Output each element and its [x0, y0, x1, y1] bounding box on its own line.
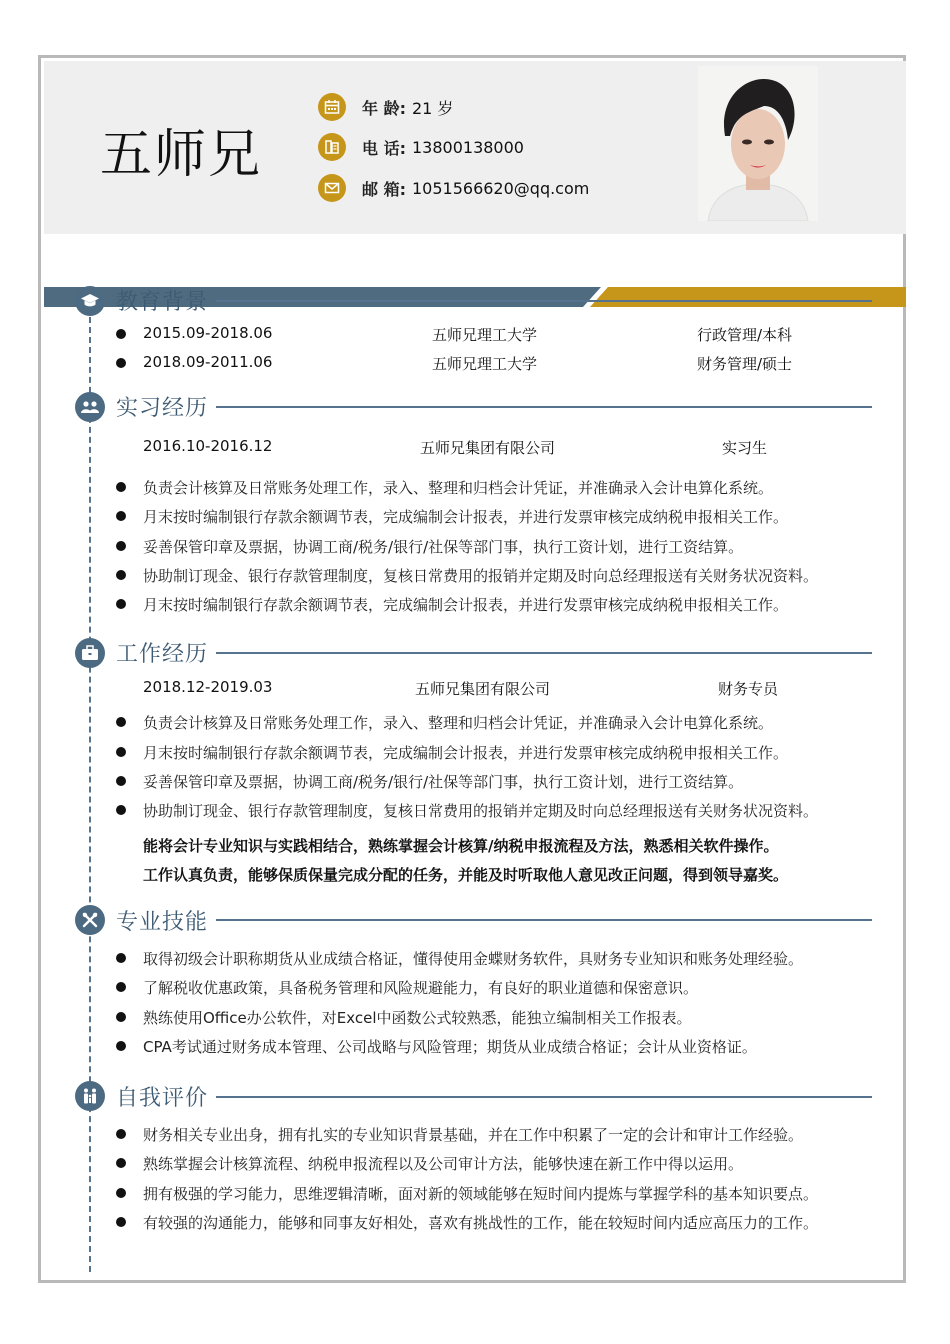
people-icon	[75, 392, 105, 422]
work-period: 2018.12-2019.03	[143, 678, 273, 696]
education-divider	[216, 300, 872, 302]
phone-icon	[318, 133, 346, 161]
list-item	[116, 947, 803, 969]
list-item-text: CPA考试通过财务成本管理、公司战略与风险管理；期货从业成绩合格证；会计从业资格证。	[143, 1037, 757, 1056]
bullet-dot	[116, 1041, 126, 1051]
bullet-dot	[116, 1129, 126, 1139]
bullet-dot	[116, 1158, 126, 1168]
education-title: 教育背景	[116, 290, 209, 315]
list-item	[116, 1123, 803, 1145]
list-item	[116, 1211, 818, 1233]
list-item	[116, 1182, 818, 1204]
work-company: 五师兄集团有限公司	[415, 680, 551, 698]
skills-title: 专业技能	[116, 910, 209, 935]
graduation-cap-icon	[75, 286, 105, 316]
timeline-line	[89, 297, 91, 1272]
age-label: 年 龄:	[362, 98, 406, 118]
list-item	[116, 1006, 692, 1028]
bullet-dot	[116, 1188, 126, 1198]
list-item	[116, 799, 818, 821]
list-item-text: 财务相关专业出身，拥有扎实的专业知识背景基础，并在工作中积累了一定的会计和审计工作经验。	[143, 1125, 804, 1144]
self-evaluation-title: 自我评价	[116, 1086, 209, 1111]
education-period: 2018.09-2011.06	[143, 353, 273, 371]
bullet-dot	[116, 776, 126, 786]
internship-company: 五师兄集团有限公司	[420, 439, 556, 457]
list-item-text: 妥善保管印章及票据，协调工商/税务/银行/社保等部门事，执行工资计划，进行工资结算。	[143, 772, 744, 791]
bullet-dot	[116, 805, 126, 815]
bullet-dot	[116, 747, 126, 757]
list-item	[116, 1152, 743, 1174]
bullet-dot	[116, 1217, 126, 1227]
list-item-text: 负责会计核算及日常账务处理工作，录入、整理和归档会计凭证，并准确录入会计电算化系统。	[143, 713, 774, 732]
bullet-dot	[116, 541, 126, 551]
email-value: 1051566620@qq.com	[411, 178, 590, 198]
list-item	[116, 711, 773, 733]
internship-period: 2016.10-2016.12	[143, 437, 273, 455]
list-item-text: 取得初级会计职称期货从业成绩合格证，懂得使用金蝶财务软件，具财务专业知识和账务处理经验。	[143, 949, 804, 968]
calendar-icon	[318, 93, 346, 121]
skills-divider	[216, 919, 872, 921]
internship-divider	[216, 406, 872, 408]
self-evaluation-divider	[216, 1096, 872, 1098]
bullet-dot	[116, 358, 126, 368]
education-major: 财务管理/硕士	[697, 355, 793, 373]
list-item	[116, 593, 788, 615]
bullet-dot	[116, 511, 126, 521]
phone-value: 13800138000	[411, 137, 524, 157]
internship-title: 实习经历	[116, 396, 209, 421]
list-item-text: 月末按时编制银行存款余额调节表，完成编制会计报表，并进行发票审核完成纳税申报相关工作。	[143, 595, 789, 614]
list-item	[116, 564, 818, 586]
age-row	[318, 92, 453, 122]
education-school: 五师兄理工大学	[432, 326, 538, 344]
list-item-text: 有较强的沟通能力，能够和同事友好相处，喜欢有挑战性的工作，能在较短时间内适应高压力的工作。	[143, 1213, 819, 1232]
bullet-dot	[116, 329, 126, 339]
email-row	[318, 173, 589, 203]
age-value: 21 岁	[411, 98, 454, 118]
list-item	[116, 505, 788, 527]
candidate-name: 五师兄	[100, 125, 263, 185]
work-summary-line: 工作认真负责，能够保质保量完成分配的任务，并能及时听取他人意见改正问题，得到领导嘉奖。	[143, 866, 789, 884]
education-period: 2015.09-2018.06	[143, 324, 273, 342]
list-item-text: 了解税收优惠政策，具备税务管理和风险规避能力，有良好的职业道德和保密意识。	[143, 978, 699, 997]
work-role: 财务专员	[718, 680, 779, 698]
tools-icon	[75, 905, 105, 935]
bullet-dot	[116, 953, 126, 963]
bullet-dot	[116, 717, 126, 727]
phone-row	[318, 132, 524, 162]
education-major: 行政管理/本科	[697, 326, 793, 344]
list-item-text: 月末按时编制银行存款余额调节表，完成编制会计报表，并进行发票审核完成纳税申报相关工作。	[143, 507, 789, 526]
list-item	[116, 535, 743, 557]
work-divider	[216, 652, 872, 654]
list-item-text: 熟练使用Office办公软件，对Excel中函数公式较熟悉，能独立编制相关工作报表。	[143, 1008, 692, 1027]
briefcase-icon	[75, 638, 105, 668]
profile-photo	[698, 66, 818, 221]
mail-icon	[318, 174, 346, 202]
bullet-dot	[116, 599, 126, 609]
list-item-text: 拥有极强的学习能力，思维逻辑清晰，面对新的领域能够在短时间内提炼与掌握学科的基本知识要点。	[143, 1184, 819, 1203]
bullet-dot	[116, 1012, 126, 1022]
list-item-text: 负责会计核算及日常账务处理工作，录入、整理和归档会计凭证，并准确录入会计电算化系统。	[143, 478, 774, 497]
list-item-text: 协助制订现金、银行存款管理制度，复核日常费用的报销并定期及时向总经理报送有关财务状况资料。	[143, 566, 819, 585]
list-item	[116, 741, 788, 763]
list-item-text: 协助制订现金、银行存款管理制度，复核日常费用的报销并定期及时向总经理报送有关财务状况资料。	[143, 801, 819, 820]
list-item	[116, 976, 698, 998]
education-school: 五师兄理工大学	[432, 355, 538, 373]
bullet-dot	[116, 482, 126, 492]
work-summary-line: 能将会计专业知识与实践相结合，熟练掌握会计核算/纳税申报流程及方法，熟悉相关软件操作。	[143, 837, 779, 855]
list-item	[116, 1035, 757, 1057]
list-item-text: 熟练掌握会计核算流程、纳税申报流程以及公司审计方法，能够快速在新工作中得以运用。	[143, 1154, 744, 1173]
family-icon	[75, 1081, 105, 1111]
bullet-dot	[116, 570, 126, 580]
email-label: 邮 箱:	[362, 179, 406, 199]
list-item-text: 妥善保管印章及票据，协调工商/税务/银行/社保等部门事，执行工资计划，进行工资结算。	[143, 537, 744, 556]
list-item-text: 月末按时编制银行存款余额调节表，完成编制会计报表，并进行发票审核完成纳税申报相关工作。	[143, 743, 789, 762]
list-item	[116, 476, 773, 498]
list-item	[116, 770, 743, 792]
bullet-dot	[116, 982, 126, 992]
education-row	[116, 323, 143, 345]
internship-role: 实习生	[722, 439, 768, 457]
education-row	[116, 352, 143, 374]
phone-label: 电 话:	[362, 138, 406, 158]
work-title: 工作经历	[116, 642, 209, 667]
